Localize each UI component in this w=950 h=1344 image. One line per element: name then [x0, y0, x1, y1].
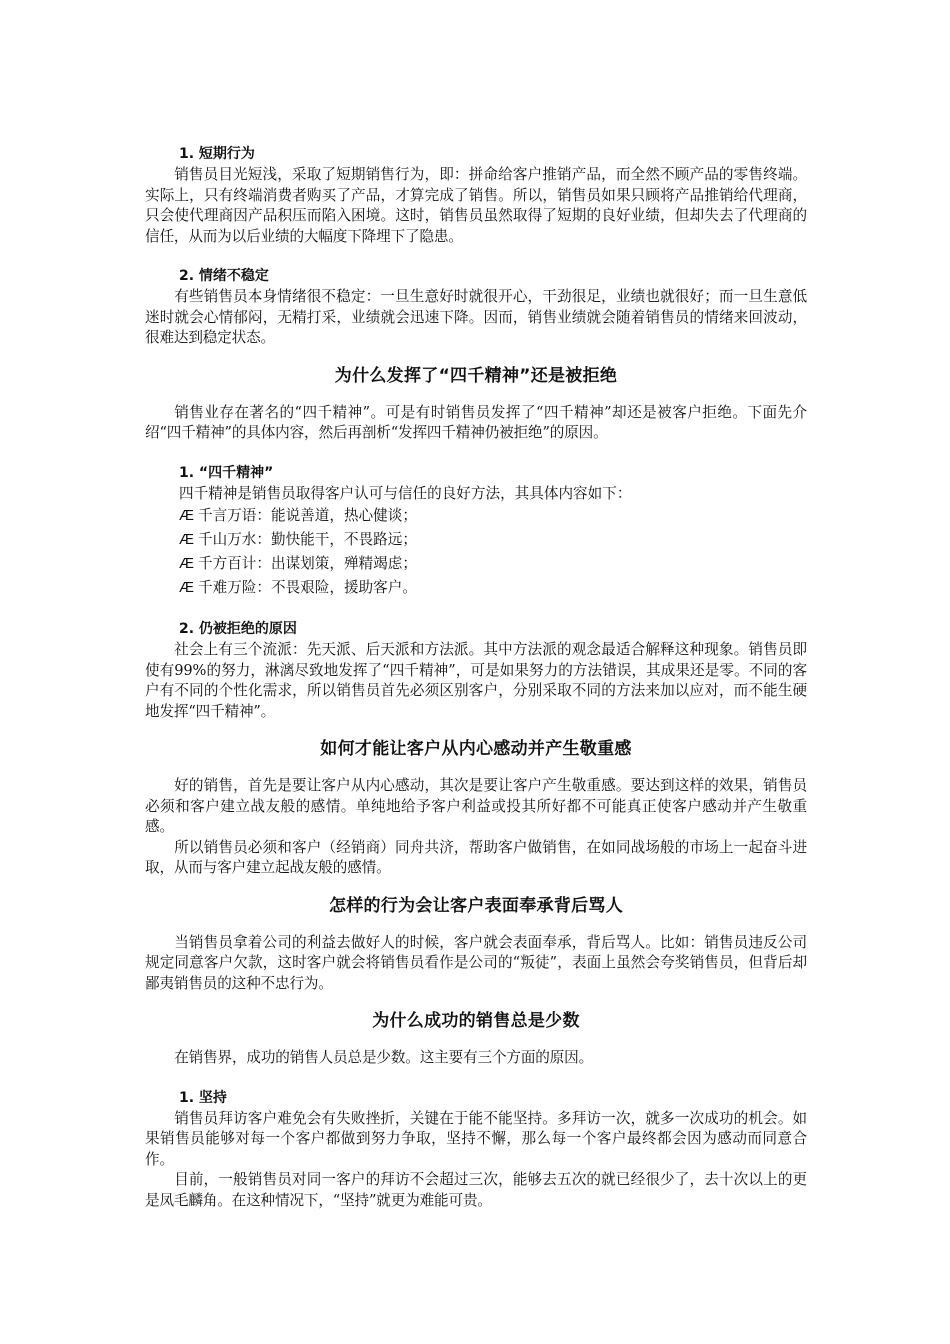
paragraph-short-term-behavior: 销售员目光短浅，采取了短期销售行为，即：拼命给客户推销产品，而全然不顾产品的零售终端。实际上，只有终端消费者购买了产品，才算完成了销售。所以，销售员如果只顾将产品推销给代理商，只会使代理商因产品积压而陷入困境。这时，销售员虽然取得了短期的良好业绩，但却失去了代理商的信任，从而为以后业绩的大幅度下降埋下了隐患。	[145, 166, 807, 245]
section-title-touch-customer: 如何才能让客户从内心感动并产生敬重感	[320, 739, 632, 759]
list-item	[179, 552, 807, 576]
list-item-text: 千言万语：能说善道，热心健谈；	[198, 507, 417, 524]
subheading-short-term-behavior: 1. 短期行为	[179, 146, 255, 162]
spirit-bullet-list	[145, 504, 807, 600]
bullet-mark: Æ	[179, 507, 194, 524]
paragraph-flattery: 当销售员拿着公司的利益去做好人的时候，客户就会表面奉承，背后骂人。比如：销售员违反公司规定同意客户欠款，这时客户就会将销售员看作是公司的“叛徒”，表面上虽然会夸奖销售员，但背后却鄙夷销售员的这种不忠行为。	[145, 933, 807, 992]
paragraph-four-thousand-intro: 销售业存在著名的“四千精神”。可是有时销售员发挥了“四千精神”却还是被客户拒绝。下面先介绍“四千精神”的具体内容，然后再剖析“发挥四千精神仍被拒绝”的原因。	[145, 403, 807, 441]
paragraph-touch-customer-1: 好的销售，首先是要让客户从内心感动，其次是要让客户产生敬重感。要达到这样的效果，销售员必须和客户建立战友般的感情。单纯地给予客户利益或投其所好都不可能真正使客户感动并产生敬重感。	[145, 777, 807, 835]
paragraph-touch-customer-2: 所以销售员必须和客户（经销商）同舟共济，帮助客户做销售，在如同战场般的市场上一起奋斗进取，从而与客户建立起战友般的感情。	[145, 838, 807, 876]
list-item	[179, 576, 807, 600]
list-item-text: 千山万水：勤快能干，不畏路远；	[198, 531, 417, 548]
section-title-flattery: 怎样的行为会让客户表面奉承背后骂人	[328, 895, 624, 916]
list-item	[179, 504, 807, 528]
list-item-text: 千难万险：不畏艰险，援助客户。	[198, 579, 417, 596]
subheading-four-thousand-spirit: 1. “四千精神”	[179, 464, 274, 481]
paragraph-persistence-1: 销售员拜访客户难免会有失败挫折，关键在于能不能坚持。多拜访一次，就多一次成功的机会。如果销售员能够对每一个客户都做到努力争取，坚持不懈，那么每一个客户最终都会因为感动而同意合作。	[145, 1109, 807, 1168]
bullet-mark: Æ	[179, 531, 194, 548]
list-item-text: 千方百计：出谋划策，殚精竭虑；	[198, 555, 417, 572]
spirit-list-intro: 四千精神是销售员取得客户认可与信任的良好方法，其具体内容如下：	[179, 484, 632, 502]
subheading-rejection-reason: 2. 仍被拒绝的原因	[179, 621, 297, 637]
paragraph-few-successful-intro: 在销售界，成功的销售人员总是少数。这主要有三个方面的原因。	[174, 1049, 594, 1066]
document-body	[145, 144, 807, 1211]
paragraph-persistence-2: 目前，一般销售员对同一客户的拜访不会超过三次，能够去五次的就已经很少了，去十次以上的更是凤毛麟角。在这种情况下，“坚持”就更为难能可贵。	[145, 1171, 807, 1209]
section-title-few-successful: 为什么成功的销售总是少数	[372, 1011, 580, 1031]
paragraph-unstable-mood: 有些销售员本身情绪很不稳定：一旦生意好时就很开心，干劲很足，业绩也就很好；而一旦生意低迷时就会心情郁闷，无精打采，业绩就会迅速下降。因而，销售业绩就会随着销售员的情绪来回波动，很难达到稳定状态。	[145, 288, 807, 346]
bullet-mark: Æ	[179, 579, 194, 596]
paragraph-rejection-reason: 社会上有三个流派：先天派、后天派和方法派。其中方法派的观念最适合解释这种现象。销售员即使有99%的努力，淋漓尽致地发挥了“四千精神”，可是如果努力的方法错误，其成果还是零。不同的客户有不同的个性化需求，所以销售员首先必须区别客户，分别采取不同的方法来加以应对，而不能生硬地发挥“四千精神”。	[145, 641, 807, 720]
list-item	[179, 528, 807, 552]
subheading-persistence: 1. 坚持	[179, 1089, 227, 1106]
section-title-four-thousand-spirit: 为什么发挥了“四千精神”还是被拒绝	[334, 365, 618, 386]
subheading-unstable-mood: 2. 情绪不稳定	[179, 268, 269, 284]
bullet-mark: Æ	[179, 555, 194, 572]
